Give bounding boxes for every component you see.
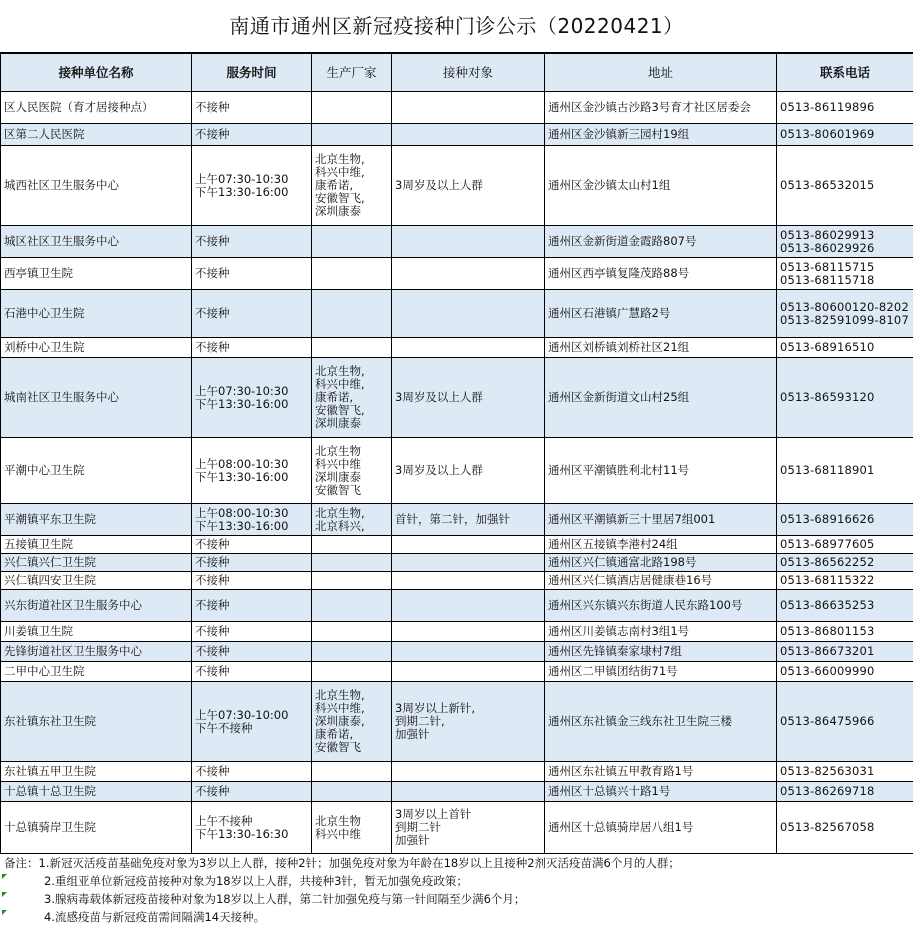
table-row	[1, 662, 913, 682]
service-time-cell: 不接种	[192, 782, 312, 802]
phone-cell: 0513-68977605	[777, 536, 913, 554]
unit-name-cell: 西亭镇卫生院	[1, 258, 192, 290]
note-line	[0, 854, 913, 872]
cell-marker-icon	[2, 874, 7, 879]
unit-name-cell: 东社镇五甲卫生院	[1, 762, 192, 782]
manufacturer-cell	[312, 226, 392, 258]
table-row	[1, 642, 913, 662]
service-time-cell: 不接种	[192, 590, 312, 622]
header-unit-name: 接种单位名称	[1, 54, 192, 92]
address-cell: 通州区金新街道金霞路807号	[545, 226, 777, 258]
header-phone: 联系电话	[777, 54, 913, 92]
phone-cell: 0513-68115322	[777, 572, 913, 590]
unit-name-cell: 东社镇东社卫生院	[1, 682, 192, 762]
unit-name-cell: 石港中心卫生院	[1, 290, 192, 338]
unit-name-cell: 城西社区卫生服务中心	[1, 146, 192, 226]
manufacturer-cell: 北京生物, 北京科兴,	[312, 504, 392, 536]
target-cell	[392, 762, 545, 782]
address-cell: 通州区西亭镇复隆茂路88号	[545, 258, 777, 290]
phone-cell: 0513-86532015	[777, 146, 913, 226]
unit-name-cell: 区人民医院（育才居接种点）	[1, 92, 192, 124]
phone-cell: 0513-86593120	[777, 358, 913, 438]
target-cell	[392, 536, 545, 554]
phone-cell: 0513-86635253	[777, 590, 913, 622]
target-cell: 3周岁以上首针 到期二针 加强针	[392, 802, 545, 854]
header-target: 接种对象	[392, 54, 545, 92]
manufacturer-cell	[312, 338, 392, 358]
address-cell: 通州区东社镇五甲教育路1号	[545, 762, 777, 782]
target-cell	[392, 338, 545, 358]
table-row	[1, 536, 913, 554]
service-time-cell: 不接种	[192, 622, 312, 642]
address-cell: 通州区金新街道文山村25组	[545, 358, 777, 438]
header-service-time: 服务时间	[192, 54, 312, 92]
unit-name-cell: 区第二人民医院	[1, 124, 192, 146]
phone-cell: 0513-86801153	[777, 622, 913, 642]
unit-name-cell: 兴仁镇兴仁卫生院	[1, 554, 192, 572]
address-cell: 通州区兴仁镇酒店居健康巷16号	[545, 572, 777, 590]
manufacturer-cell	[312, 762, 392, 782]
table-row	[1, 682, 913, 762]
target-cell: 3周岁及以上人群	[392, 438, 545, 504]
table-row	[1, 338, 913, 358]
service-time-cell: 不接种	[192, 258, 312, 290]
service-time-cell: 上午08:00-10:30 下午13:30-16:00	[192, 504, 312, 536]
address-cell: 通州区兴东镇兴东街道人民东路100号	[545, 590, 777, 622]
table-row	[1, 146, 913, 226]
manufacturer-cell	[312, 536, 392, 554]
service-time-cell: 不接种	[192, 290, 312, 338]
manufacturer-cell	[312, 124, 392, 146]
phone-cell: 0513-82567058	[777, 802, 913, 854]
unit-name-cell: 十总镇骑岸卫生院	[1, 802, 192, 854]
address-cell: 通州区平潮镇新三十里居7组001	[545, 504, 777, 536]
table-row	[1, 554, 913, 572]
unit-name-cell: 先锋街道社区卫生服务中心	[1, 642, 192, 662]
manufacturer-cell: 北京生物, 科兴中维, 深圳康泰, 康希诺, 安徽智飞	[312, 682, 392, 762]
phone-cell: 0513-86029913 0513-86029926	[777, 226, 913, 258]
target-cell	[392, 572, 545, 590]
target-cell	[392, 622, 545, 642]
phone-cell: 0513-86475966	[777, 682, 913, 762]
service-time-cell: 不接种	[192, 662, 312, 682]
service-time-cell: 不接种	[192, 226, 312, 258]
address-cell: 通州区石港镇广慧路2号	[545, 290, 777, 338]
table-row	[1, 622, 913, 642]
note-text: 3.腺病毒载体新冠疫苗接种对象为18岁以上人群，第二针加强免疫与第一针间隔至少满6个月；	[44, 892, 525, 906]
target-cell: 3周岁及以上人群	[392, 358, 545, 438]
target-cell	[392, 590, 545, 622]
note-line	[0, 908, 913, 926]
phone-cell: 0513-80600120-82020513-82591099-8107	[777, 290, 913, 338]
service-time-cell: 不接种	[192, 92, 312, 124]
address-cell: 通州区川姜镇志南村3组1号	[545, 622, 777, 642]
target-cell	[392, 782, 545, 802]
table-row	[1, 802, 913, 854]
note-text: 2.重组亚单位新冠疫苗接种对象为18岁以上人群，共接种3针，暂无加强免疫政策；	[44, 874, 468, 888]
table-row	[1, 572, 913, 590]
phone-cell: 0513-86562252	[777, 554, 913, 572]
unit-name-cell: 兴东街道社区卫生服务中心	[1, 590, 192, 622]
table-row	[1, 358, 913, 438]
unit-name-cell: 平潮镇平东卫生院	[1, 504, 192, 536]
target-cell	[392, 92, 545, 124]
manufacturer-cell	[312, 590, 392, 622]
address-cell: 通州区五接镇李港村24组	[545, 536, 777, 554]
note-text: 4.流感疫苗与新冠疫苗需间隔满14天接种。	[44, 910, 265, 924]
phone-cell: 0513-68118901	[777, 438, 913, 504]
target-cell	[392, 226, 545, 258]
cell-marker-icon	[2, 892, 7, 897]
address-cell: 通州区二甲镇团结街71号	[545, 662, 777, 682]
unit-name-cell: 五接镇卫生院	[1, 536, 192, 554]
address-cell: 通州区先锋镇秦家埭村7组	[545, 642, 777, 662]
unit-name-cell: 刘桥中心卫生院	[1, 338, 192, 358]
table-row	[1, 504, 913, 536]
manufacturer-cell: 北京生物, 科兴中维, 康希诺, 安徽智飞, 深圳康泰	[312, 358, 392, 438]
header-row	[1, 54, 913, 92]
manufacturer-cell	[312, 662, 392, 682]
phone-cell: 0513-66009990	[777, 662, 913, 682]
table-row	[1, 762, 913, 782]
note-line	[0, 890, 913, 908]
address-cell: 通州区兴仁镇通富北路198号	[545, 554, 777, 572]
notes-section	[0, 854, 913, 926]
manufacturer-cell	[312, 782, 392, 802]
address-cell: 通州区东社镇金三线东社卫生院三楼	[545, 682, 777, 762]
target-cell: 3周岁以上新针, 到期二针, 加强针	[392, 682, 545, 762]
manufacturer-cell	[312, 622, 392, 642]
phone-cell: 0513-68916626	[777, 504, 913, 536]
unit-name-cell: 十总镇十总卫生院	[1, 782, 192, 802]
service-time-cell: 不接种	[192, 572, 312, 590]
manufacturer-cell	[312, 642, 392, 662]
note-text: 备注：1.新冠灭活疫苗基础免疫对象为3岁以上人群，接种2针；加强免疫对象为年龄在18岁以上且接种2剂灭活疫苗满6个月的人群；	[4, 856, 680, 870]
table-row	[1, 226, 913, 258]
target-cell: 首针，第二针，加强针	[392, 504, 545, 536]
target-cell	[392, 258, 545, 290]
address-cell: 通州区金沙镇新三园村19组	[545, 124, 777, 146]
manufacturer-cell	[312, 258, 392, 290]
unit-name-cell: 兴仁镇四安卫生院	[1, 572, 192, 590]
phone-cell: 0513-82563031	[777, 762, 913, 782]
target-cell	[392, 642, 545, 662]
manufacturer-cell	[312, 554, 392, 572]
table-row	[1, 92, 913, 124]
service-time-cell: 上午07:30-10:30 下午13:30-16:00	[192, 358, 312, 438]
page-title: 南通市通州区新冠疫接种门诊公示（20220421）	[0, 0, 913, 53]
phone-cell: 0513-80601969	[777, 124, 913, 146]
address-cell: 通州区金沙镇太山村1组	[545, 146, 777, 226]
phone-cell: 0513-86673201	[777, 642, 913, 662]
address-cell: 通州区金沙镇古沙路3号育才社区居委会	[545, 92, 777, 124]
manufacturer-cell: 北京生物 科兴中维 深圳康泰 安徽智飞	[312, 438, 392, 504]
manufacturer-cell	[312, 92, 392, 124]
phone-cell: 0513-86119896	[777, 92, 913, 124]
header-manufacturer: 生产厂家	[312, 54, 392, 92]
service-time-cell: 上午07:30-10:30 下午13:30-16:00	[192, 146, 312, 226]
target-cell	[392, 124, 545, 146]
table-row	[1, 258, 913, 290]
address-cell: 通州区刘桥镇刘桥社区21组	[545, 338, 777, 358]
table-row	[1, 782, 913, 802]
clinic-table	[0, 53, 913, 854]
address-cell: 通州区十总镇兴十路1号	[545, 782, 777, 802]
service-time-cell: 不接种	[192, 124, 312, 146]
phone-cell: 0513-68115715 0513-68115718	[777, 258, 913, 290]
manufacturer-cell: 北京生物, 科兴中维, 康希诺, 安徽智飞, 深圳康泰	[312, 146, 392, 226]
target-cell	[392, 554, 545, 572]
phone-cell: 0513-68916510	[777, 338, 913, 358]
service-time-cell: 不接种	[192, 762, 312, 782]
service-time-cell: 不接种	[192, 338, 312, 358]
manufacturer-cell: 北京生物 科兴中维	[312, 802, 392, 854]
service-time-cell: 不接种	[192, 554, 312, 572]
unit-name-cell: 川姜镇卫生院	[1, 622, 192, 642]
target-cell: 3周岁及以上人群	[392, 146, 545, 226]
manufacturer-cell	[312, 290, 392, 338]
service-time-cell: 上午08:00-10:30 下午13:30-16:00	[192, 438, 312, 504]
unit-name-cell: 城南社区卫生服务中心	[1, 358, 192, 438]
manufacturer-cell	[312, 572, 392, 590]
table-row	[1, 438, 913, 504]
service-time-cell: 上午不接种 下午13:30-16:30	[192, 802, 312, 854]
address-cell: 通州区平潮镇胜利北村11号	[545, 438, 777, 504]
cell-marker-icon	[2, 910, 7, 915]
unit-name-cell: 平潮中心卫生院	[1, 438, 192, 504]
unit-name-cell: 城区社区卫生服务中心	[1, 226, 192, 258]
note-line	[0, 872, 913, 890]
address-cell: 通州区十总镇骑岸居八组1号	[545, 802, 777, 854]
table-row	[1, 124, 913, 146]
header-address: 地址	[545, 54, 777, 92]
service-time-cell: 不接种	[192, 536, 312, 554]
phone-cell: 0513-86269718	[777, 782, 913, 802]
unit-name-cell: 二甲中心卫生院	[1, 662, 192, 682]
table-row	[1, 290, 913, 338]
service-time-cell: 上午07:30-10:00 下午不接种	[192, 682, 312, 762]
target-cell	[392, 290, 545, 338]
target-cell	[392, 662, 545, 682]
table-row	[1, 590, 913, 622]
service-time-cell: 不接种	[192, 642, 312, 662]
